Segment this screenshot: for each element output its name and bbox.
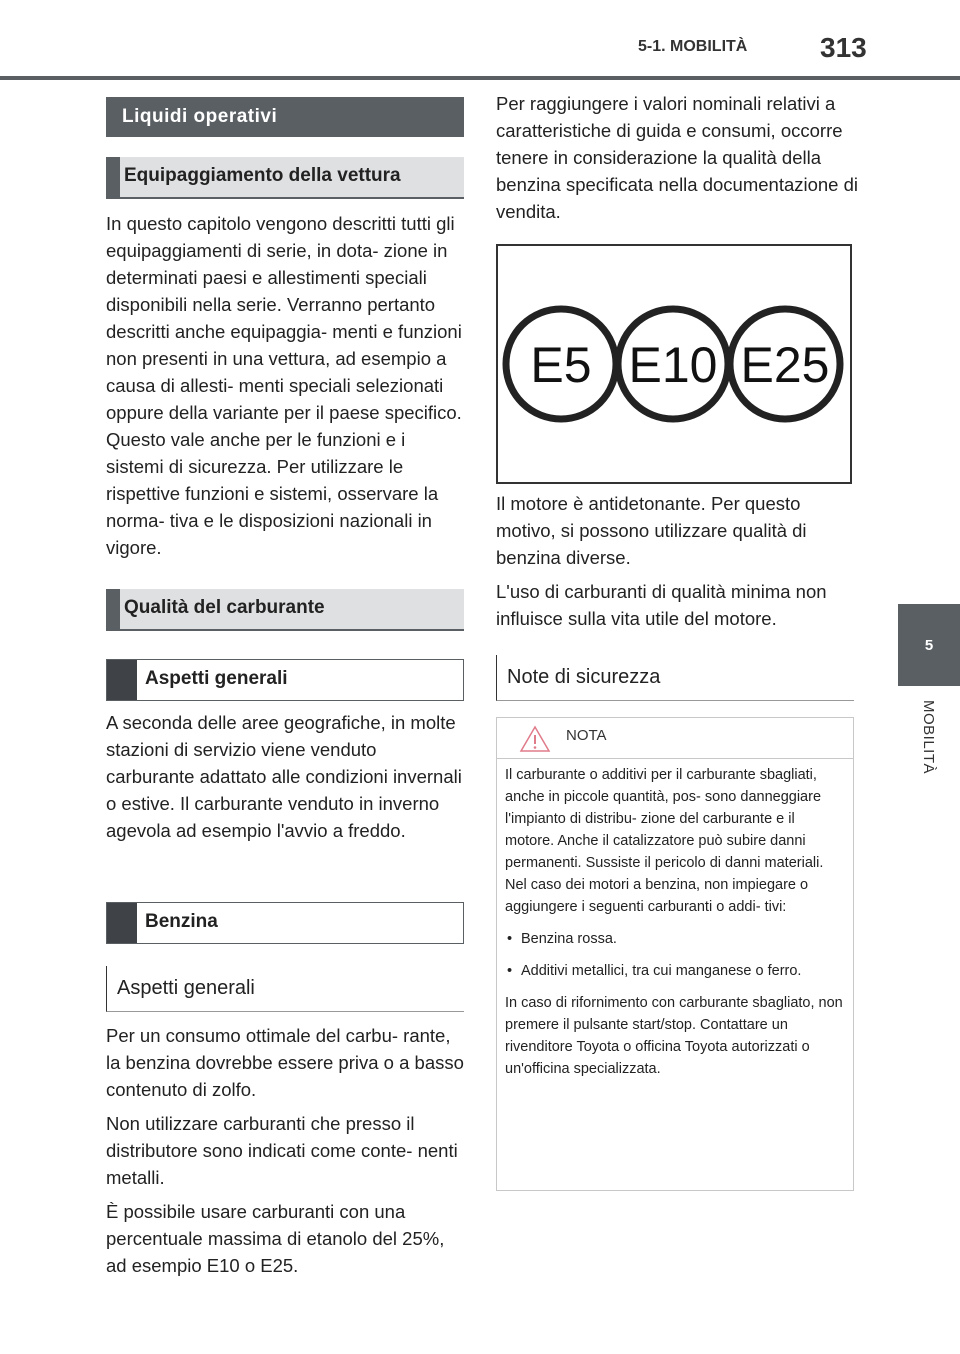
fuel-label-text: E25: [740, 337, 830, 393]
fuel-labels-figure: [496, 244, 852, 484]
petrol-text: [106, 1022, 466, 1286]
engine-text: [496, 490, 858, 639]
note-paragraph-1: Il carburante o additivi per il carburante sbagliati, anche in piccole quantità, pos- sono danneggiare l'impianto di distribu- zione del carburante e il motore. Anche il catalizzatore può subire danni permanenti. Sussiste il pericolo di danni materiali. Nel caso dei motori a benzina, non impiegare o aggiungere i seguenti carburanti o addi- tivi:: [505, 767, 824, 915]
page-number: 313: [820, 32, 867, 63]
fuel-label-text: E10: [628, 337, 718, 393]
equip-paragraph: In questo capitolo vengono descritti tutti gli equipaggiamenti di serie, in dota- zione in determinati paesi e allestimenti speciali disponibili nella serie. Verranno pertanto descritti anche equipaggia- menti e funzioni non presenti in una vettura, ad esempio a causa di allesti- menti speciali selezionati oppure della variante per il paese specifico. Questo vale anche per le funzioni e i sistemi di sicurezza. Per utilizzare le rispettive funzioni e sistemi, osservare la norma- tiva e le disposizioni nazionali in vigore.: [106, 213, 462, 558]
fuel-labels-svg: [498, 246, 850, 482]
intro-paragraph: Per raggiungere i valori nominali relativi a caratteristiche di guida e consumi, occorre tenere in considerazione la qualità della benzina specificata nella documentazione di vendita.: [496, 93, 859, 222]
chapter-label: [898, 700, 960, 800]
subheading-bar: [107, 903, 137, 943]
subheading-text: Benzina: [145, 911, 218, 932]
engine-paragraph-2: L'uso di carburanti di qualità minima non influisce sulla vita utile del motore.: [496, 581, 827, 629]
petrol-paragraph-3: È possibile usare carburanti con una percentuale massima di etanolo del 25%, ad esempio E10 o E25.: [106, 1201, 445, 1276]
equip-text: [106, 210, 466, 568]
note-bullet-1: • Benzina rossa.: [505, 928, 843, 950]
heading-equipaggiamento: Equipaggiamento della vettura: [106, 157, 464, 199]
heading-petrol-general: Aspetti generali: [106, 966, 464, 1012]
petrol-paragraph-1: Per un consumo ottimale del carbu- rante, la benzina dovrebbe essere priva o a basso contenuto di zolfo.: [106, 1025, 464, 1100]
warning-icon: [519, 725, 551, 753]
general-paragraph: A seconda delle aree geografiche, in molte stazioni di servizio viene venduto carburante adattato alle condizioni invernali o estive. Il carburante venduto in inverno agevola ad esempio l'avvio a freddo.: [106, 712, 462, 841]
note-bullet-2: • Additivi metallici, tra cui manganese o ferro.: [505, 960, 843, 982]
note-label: NOTA: [566, 727, 607, 744]
fuel-label-e5: [506, 309, 616, 419]
fuel-label-e25: [730, 309, 840, 419]
chapter-tab: 5: [898, 604, 960, 686]
note-body: [505, 764, 843, 1090]
intro-text: [496, 90, 858, 232]
subheading-aspetti-generali: [106, 659, 464, 701]
header-rule: [0, 76, 960, 80]
subheading-bar: [107, 660, 137, 700]
heading-note-sicurezza: Note di sicurezza: [496, 655, 854, 701]
note-box: [496, 717, 854, 1191]
note-paragraph-2: In caso di rifornimento con carburante sbagliato, non premere il pulsante start/stop. Contattare un rivenditore Toyota o officina Toyota autorizzati o un'officina specializzata.: [505, 995, 843, 1077]
petrol-paragraph-2: Non utilizzare carburanti che presso il distributore sono indicati come conte- nenti metalli.: [106, 1113, 458, 1188]
subheading-benzina: [106, 902, 464, 944]
fuel-label-e10: [618, 309, 728, 419]
note-header: [497, 718, 853, 759]
engine-paragraph-1: Il motore è antidetonante. Per questo motivo, si possono utilizzare qualità di benzina diverse.: [496, 493, 807, 568]
heading-qualita-carburante: Qualità del carburante: [106, 589, 464, 631]
banner-liquidi-operativi: Liquidi operativi: [106, 97, 464, 137]
subheading-text: Aspetti generali: [145, 668, 288, 689]
chapter-label-text: MOBILITÀ: [920, 700, 937, 775]
section-title: 5-1. MOBILITÀ: [638, 38, 748, 55]
fuel-label-text: E5: [530, 337, 592, 393]
general-text: [106, 709, 466, 851]
